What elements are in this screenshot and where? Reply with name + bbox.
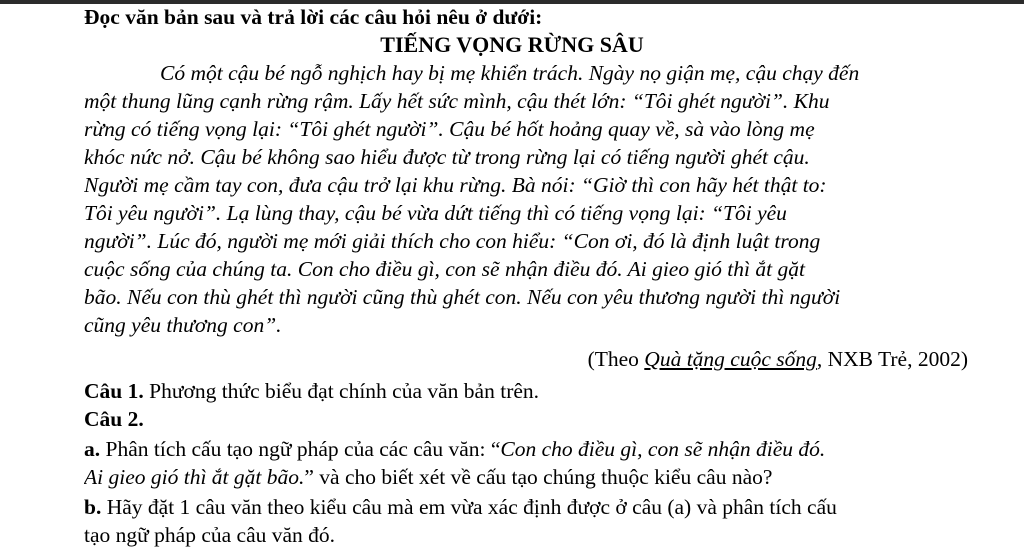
instruction: Đọc văn bản sau và trả lời các câu hỏi nêu ở dưới:	[84, 5, 543, 29]
source-book: Quà tặng cuộc sống	[644, 347, 817, 371]
passage-title: TIẾNG VỌNG RỪNG SÂU	[380, 32, 644, 57]
question-2a-text: Phân tích cấu tạo ngữ pháp của các câu văn: “	[100, 437, 501, 461]
passage-line: cuộc sống của chúng ta. Con cho điều gì, con sẽ nhận điều đó. Ai gieo gió thì ắt gặt	[84, 257, 805, 281]
passage-line: Tôi yêu người”. Lạ lùng thay, cậu bé vừa dứt tiếng thì có tiếng vọng lại: “Tôi yêu	[84, 201, 787, 225]
question-2b-cont: tạo ngữ pháp của câu văn đó.	[84, 523, 336, 547]
question-2a-quote: Con cho điều gì, con sẽ nhận điều đó.	[500, 437, 826, 461]
question-2a-cont	[84, 464, 984, 490]
question-2a-text: ” và cho biết xét về cấu tạo chúng thuộc kiểu câu nào?	[304, 465, 773, 489]
source-suffix: , NXB Trẻ, 2002)	[816, 347, 968, 371]
passage-line: Người mẹ cầm tay con, đưa cậu trở lại khu rừng. Bà nói: “Giờ thì con hãy hét thật to:	[84, 173, 827, 197]
question-1	[84, 378, 984, 404]
question-2b	[84, 494, 984, 520]
question-2-label: Câu 2.	[84, 407, 144, 431]
question-2b-text: Hãy đặt 1 câu văn theo kiểu câu mà em vừa xác định được ở câu (a) và phân tích cấu	[101, 495, 837, 519]
passage-line: cũng yêu thương con”.	[84, 313, 282, 337]
question-2b-label: b.	[84, 495, 102, 519]
question-1-label: Câu 1.	[84, 379, 144, 403]
passage-line: bão. Nếu con thù ghét thì người cũng thù ghét con. Nếu con yêu thương người thì người	[84, 285, 841, 309]
question-2a-quote: Ai gieo gió thì ắt gặt bão.	[84, 465, 305, 489]
passage-line: rừng có tiếng vọng lại: “Tôi ghét người”. Cậu bé hốt hoảng quay về, sà vào lòng mẹ	[84, 117, 815, 141]
passage-line: người”. Lúc đó, người mẹ mới giải thích cho con hiểu: “Con ơi, đó là định luật trong	[84, 229, 821, 253]
question-1-text: Phương thức biểu đạt chính của văn bản trên.	[143, 379, 540, 403]
question-2a-label: a.	[84, 437, 101, 461]
passage-line: Có một cậu bé ngỗ nghịch hay bị mẹ khiển trách. Ngày nọ giận mẹ, cậu chạy đến	[160, 61, 860, 85]
passage-line: khóc nức nở. Cậu bé không sao hiểu được từ trong rừng lại có tiếng người ghét cậu.	[84, 145, 810, 169]
passage-line: một thung lũng cạnh rừng rậm. Lấy hết sức mình, cậu thét lớn: “Tôi ghét người”. Khu	[84, 89, 830, 113]
source-prefix: (Theo	[587, 347, 645, 371]
source-citation	[0, 346, 968, 372]
question-2a	[84, 436, 984, 462]
